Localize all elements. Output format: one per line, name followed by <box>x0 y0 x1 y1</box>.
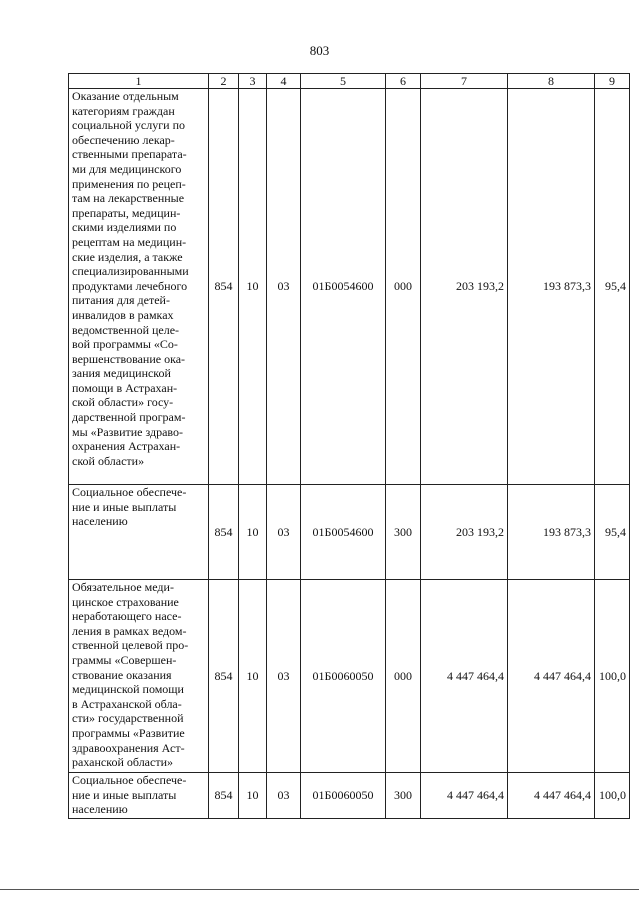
row-name: Социальное обеспече- ние и иные выплаты населению <box>69 485 209 580</box>
header-cell-8: 8 <box>508 74 595 89</box>
row-name: Социальное обеспече- ние и иные выплаты населению <box>69 773 209 819</box>
cell-executed: 4 447 464,4 <box>508 773 595 819</box>
cell-subsection: 03 <box>267 580 301 773</box>
cell-target-article: 01Б0060050 <box>301 773 386 819</box>
header-cell-1: 1 <box>69 74 209 89</box>
row-name: Обязательное меди- цинское страхование неработающего насе- ления в рамках ведом- ственной целевой про- граммы «Совершен- ствование оказания медицинской помощи в Астраханской обла- сти» государственной программы «Развитие здравоохранения Аст- раханской области» <box>69 580 209 773</box>
cell-section: 10 <box>239 485 267 580</box>
cell-section: 10 <box>239 89 267 485</box>
page-bottom-rule <box>0 889 639 890</box>
header-cell-9: 9 <box>595 74 630 89</box>
table-row <box>69 773 630 819</box>
header-cell-6: 6 <box>386 74 421 89</box>
row-name: Оказание отдельным категориям граждан социальной услуги по обеспечению лекар- ственными препарата- ми для медицинского применения по рецеп- там на лекарственные препараты, медицин- скими изделиями по рецептам на медицин- ские изделия, а также специализированными продуктами лечебного питания для детей- инвалидов в рамках ведомственной целе- вой программы «Со- вершенствование ока- зания медицинской помощи в Астрахан- ской области» госу- дарственной програм- мы «Развитие здраво- охранения Астрахан- ской области» <box>69 89 209 485</box>
cell-expense-type: 300 <box>386 773 421 819</box>
cell-percent: 95,4 <box>595 485 630 580</box>
cell-planned: 203 193,2 <box>421 485 508 580</box>
cell-target-article: 01Б0060050 <box>301 580 386 773</box>
cell-percent: 100,0 <box>595 580 630 773</box>
cell-ministry: 854 <box>209 773 239 819</box>
cell-ministry: 854 <box>209 89 239 485</box>
cell-ministry: 854 <box>209 485 239 580</box>
cell-expense-type: 000 <box>386 580 421 773</box>
table-row <box>69 580 630 773</box>
header-cell-5: 5 <box>301 74 386 89</box>
cell-percent: 100,0 <box>595 773 630 819</box>
cell-subsection: 03 <box>267 485 301 580</box>
cell-executed: 4 447 464,4 <box>508 580 595 773</box>
header-cell-2: 2 <box>209 74 239 89</box>
page-number: 803 <box>309 43 330 58</box>
cell-ministry: 854 <box>209 580 239 773</box>
cell-executed: 193 873,3 <box>508 485 595 580</box>
cell-section: 10 <box>239 580 267 773</box>
cell-planned: 203 193,2 <box>421 89 508 485</box>
cell-executed: 193 873,3 <box>508 89 595 485</box>
cell-target-article: 01Б0054600 <box>301 485 386 580</box>
table-row <box>69 89 630 485</box>
header-cell-4: 4 <box>267 74 301 89</box>
budget-table <box>68 73 630 819</box>
cell-percent: 95,4 <box>595 89 630 485</box>
header-row <box>69 74 630 89</box>
cell-expense-type: 000 <box>386 89 421 485</box>
header-cell-7: 7 <box>421 74 508 89</box>
table-row <box>69 485 630 580</box>
cell-expense-type: 300 <box>386 485 421 580</box>
cell-planned: 4 447 464,4 <box>421 773 508 819</box>
cell-subsection: 03 <box>267 89 301 485</box>
cell-section: 10 <box>239 773 267 819</box>
cell-subsection: 03 <box>267 773 301 819</box>
cell-target-article: 01Б0054600 <box>301 89 386 485</box>
cell-planned: 4 447 464,4 <box>421 580 508 773</box>
header-cell-3: 3 <box>239 74 267 89</box>
